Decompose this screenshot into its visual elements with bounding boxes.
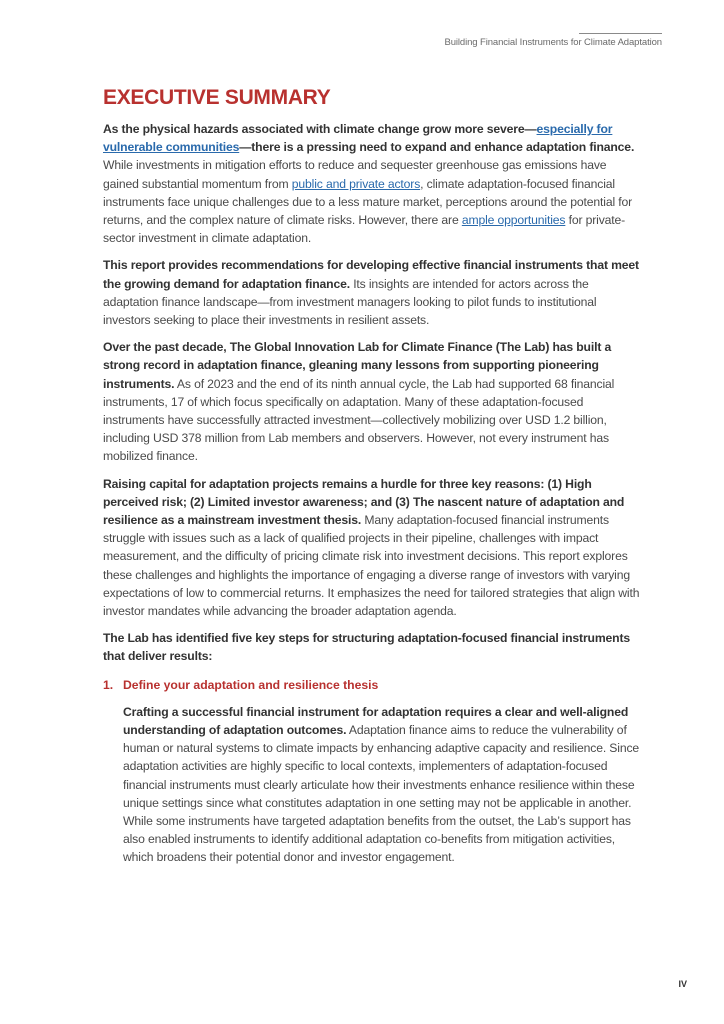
step-1-paragraph bbox=[123, 703, 643, 867]
header-rule bbox=[579, 33, 662, 34]
body-text: Its insights are intended for actors across the adaptation finance landscape—from investment managers looking to pilot funds to institutional investors seeking to place their investments in resilient assets. bbox=[103, 276, 597, 328]
step-heading-1 bbox=[103, 676, 643, 694]
bold-lead: This report provides recommendations for developing effective financial instruments that meet the growing demand for adaptation finance. bbox=[103, 258, 639, 291]
paragraph-report-purpose bbox=[103, 256, 643, 329]
body-text: Adaptation finance aims to reduce the vulnerability of human or natural systems to climate impacts by enhancing adaptive capacity and resilience. Since adaptation activities are highly specific to local contexts, implementers of adaptation-focused financial instruments must clearly articulate how their investments enhance resilience within these unique settings since what constitutes adaptation in one setting may not be applicable in another. While some instruments have targeted adaptation benefits from the outset, the Lab’s support has also enabled instruments to identify additional adaptation co-benefits from mitigation activities, which broadens their potential donor and investor engagement. bbox=[123, 722, 640, 865]
document-body bbox=[103, 120, 643, 876]
body-text: , climate adaptation-focused financial instruments face unique challenges due to a less mature market, perceptions around the potential for returns, and the complex nature of climate risks. However, there are bbox=[103, 176, 633, 228]
link-ample-opportunities[interactable]: ample opportunities bbox=[461, 213, 566, 228]
page-title: EXECUTIVE SUMMARY bbox=[103, 86, 331, 109]
running-header-title: Building Financial Instruments for Climate Adaptation bbox=[444, 37, 662, 48]
step-number: 1. bbox=[103, 677, 114, 692]
step-title: Define your adaptation and resilience thesis bbox=[123, 677, 379, 692]
paragraph-five-steps-intro bbox=[103, 629, 643, 665]
link-public-private-actors[interactable]: public and private actors bbox=[291, 176, 421, 191]
body-text: for private-sector investment in climate adaptation. bbox=[103, 213, 626, 246]
body-text: As of 2023 and the end of its ninth annual cycle, the Lab had supported 68 financial instruments, 17 of which focus specifically on adaptation. Many of these adaptation-focused instruments have successfully attracted investment—collectively mobilizing over USD 1.2 billion, including USD 378 million from Lab members and observers. However, not every instrument has mobilized finance. bbox=[103, 376, 615, 464]
paragraph-lab-record bbox=[103, 338, 643, 465]
paragraph-hurdles bbox=[103, 475, 643, 621]
bold-lead-cont: —there is a pressing need to expand and enhance adaptation finance. bbox=[239, 140, 635, 155]
bold-lead: Crafting a successful financial instrument for adaptation requires a clear and well-aligned understanding of adaptation outcomes. bbox=[123, 704, 629, 737]
link-vulnerable-communities[interactable]: especially for vulnerable communities bbox=[103, 122, 613, 155]
bold-lead: Raising capital for adaptation projects remains a hurdle for three key reasons: (1) High perceived risk; (2) Limited investor awareness; and (3) The nascent nature of adaptation and resilience as a mainstream investment thesis. bbox=[103, 476, 625, 528]
page-number: IV bbox=[678, 979, 687, 989]
bold-lead: Over the past decade, The Global Innovation Lab for Climate Finance (The Lab) has built a strong record in adaptation finance, gleaning many lessons from supporting pioneering instruments. bbox=[103, 340, 612, 391]
body-text: Many adaptation-focused financial instruments struggle with issues such as a lack of qualified projects in their pipeline, challenges with impact measurement, and the difficulty of pricing climate risk into investment decisions. This report explores these challenges and highlights the importance of engaging a diverse range of investors with varying expectations of low to commercial returns. It emphasizes the need for tailored strategies that align with investor mandates while advancing the broader adaptation agenda. bbox=[103, 513, 640, 619]
bold-lead: As the physical hazards associated with climate change grow more severe— bbox=[103, 122, 537, 136]
paragraph-intro bbox=[103, 120, 643, 247]
bold-lead: The Lab has identified five key steps for structuring adaptation-focused financial instruments that deliver results: bbox=[103, 631, 630, 664]
body-text: While investments in mitigation efforts to reduce and sequester greenhouse gas emissions have gained substantial momentum from bbox=[103, 158, 607, 191]
